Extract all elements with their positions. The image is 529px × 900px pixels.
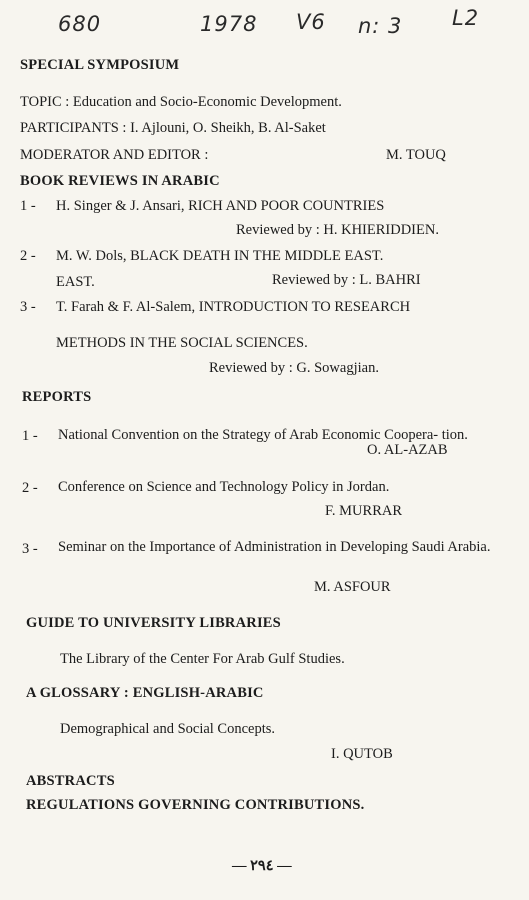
review-2-title-cont: EAST.: [56, 274, 95, 290]
review-2-number: 2 -: [20, 248, 36, 264]
handwritten-note-5: L2: [452, 6, 480, 30]
moderator-label: MODERATOR AND EDITOR :: [20, 147, 209, 163]
regulations-heading: REGULATIONS GOVERNING CONTRIBUTIONS.: [26, 797, 365, 813]
review-3-reviewer: Reviewed by : G. Sowagjian.: [209, 360, 379, 376]
review-3-title: T. Farah & F. Al-Salem, INTRODUCTION TO RESEARCH: [56, 299, 411, 315]
symposium-topic: TOPIC : Education and Socio-Economic Development.: [20, 94, 342, 110]
review-3-number: 3 -: [20, 299, 36, 315]
review-2-title: M. W. Dols, BLACK DEATH IN THE MIDDLE EAST.: [56, 248, 384, 264]
glossary-author: I. QUTOB: [331, 746, 393, 762]
guide-text: The Library of the Center For Arab Gulf Studies.: [60, 651, 345, 667]
report-2-number: 2 -: [22, 480, 38, 496]
report-1-title: National Convention on the Strategy of Arab Economic Coopera- tion.: [58, 427, 468, 443]
review-2-reviewer: Reviewed by : L. BAHRI: [272, 272, 421, 288]
report-3-number: 3 -: [22, 541, 38, 557]
report-3-title: Seminar on the Importance of Administration in Developing Saudi Arabia.: [58, 539, 491, 555]
review-3-title-cont: METHODS IN THE SOCIAL SCIENCES.: [56, 335, 308, 351]
reports-heading: REPORTS: [22, 389, 92, 405]
moderator-name: M. TOUQ: [386, 147, 446, 163]
symposium-participants: PARTICIPANTS : I. Ajlouni, O. Sheikh, B. Al-Saket: [20, 120, 326, 136]
report-2-title: Conference on Science and Technology Policy in Jordan.: [58, 479, 390, 495]
glossary-text: Demographical and Social Concepts.: [60, 721, 276, 737]
handwritten-note-3: V6: [296, 10, 326, 34]
abstracts-heading: ABSTRACTS: [26, 773, 115, 789]
report-2-author: F. MURRAR: [325, 503, 403, 519]
page-number: — ٢٩٤ —: [232, 858, 292, 874]
report-1-number: 1 -: [22, 428, 38, 444]
report-1-author: O. AL-AZAB: [367, 442, 448, 458]
guide-heading: GUIDE TO UNIVERSITY LIBRARIES: [26, 615, 281, 631]
review-1-reviewer: Reviewed by : H. KHIERIDDIEN.: [236, 222, 439, 238]
handwritten-note-1: 680: [58, 12, 102, 36]
special-symposium-heading: SPECIAL SYMPOSIUM: [20, 57, 180, 73]
glossary-heading: A GLOSSARY : ENGLISH-ARABIC: [26, 685, 264, 701]
review-1-title: H. Singer & J. Ansari, RICH AND POOR COUNTRIES: [56, 198, 385, 214]
handwritten-note-4: n: 3: [358, 14, 403, 38]
handwritten-note-2: 1978: [200, 12, 258, 36]
report-3-author: M. ASFOUR: [314, 579, 391, 595]
book-reviews-heading: BOOK REVIEWS IN ARABIC: [20, 173, 220, 189]
review-1-number: 1 -: [20, 198, 36, 214]
